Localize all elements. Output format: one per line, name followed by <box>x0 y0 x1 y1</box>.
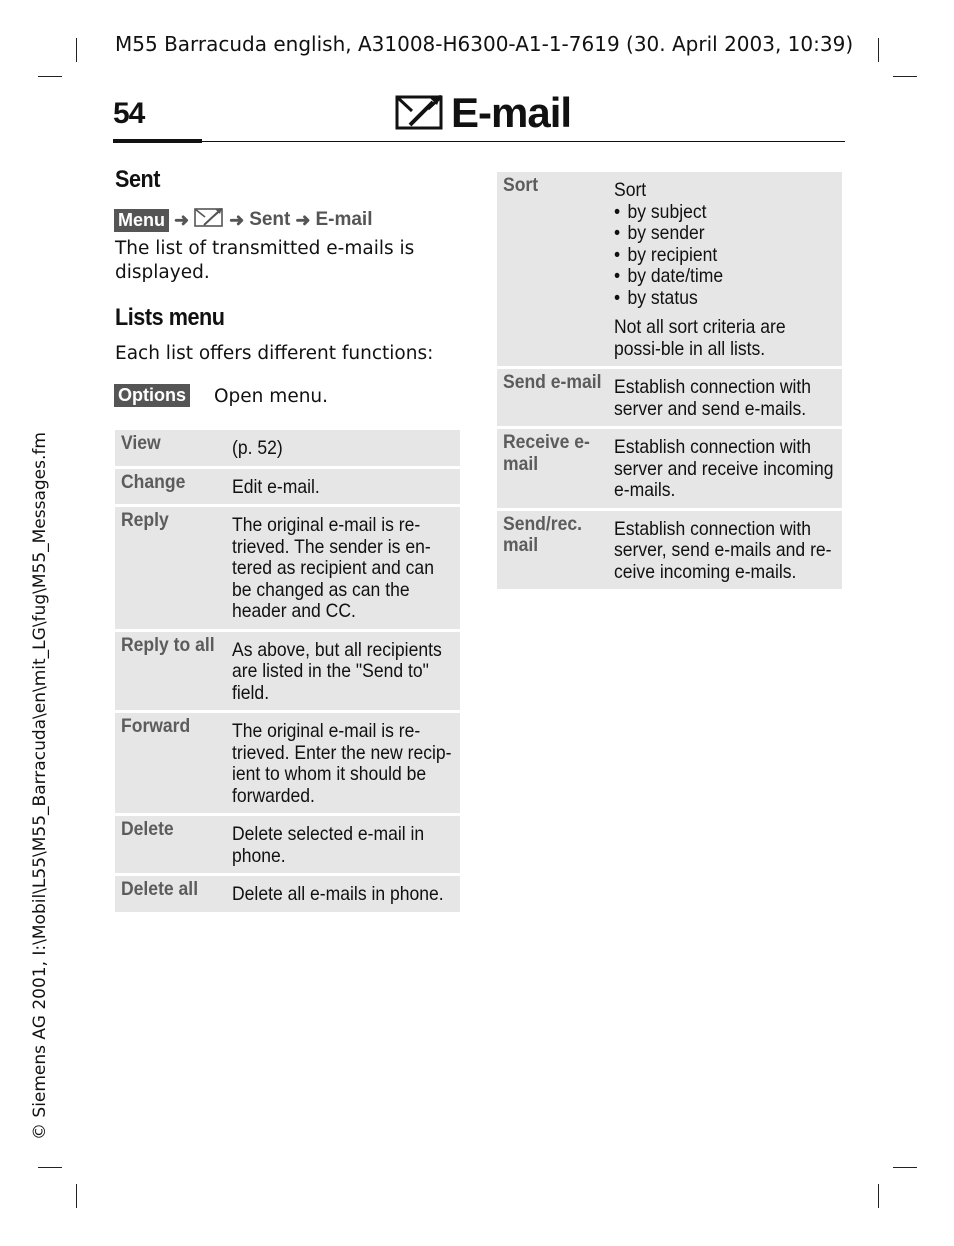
options-softkey-row <box>114 384 190 407</box>
list-item: • by recipient <box>614 245 836 267</box>
right-functions-table <box>497 172 842 592</box>
row-key: Forward <box>121 715 191 737</box>
table-row <box>115 430 460 469</box>
list-item: • by sender <box>614 223 836 245</box>
lists-menu-intro: Each list offers different functions: <box>115 343 434 364</box>
crop-mark <box>878 38 879 62</box>
sort-options-list <box>614 202 836 310</box>
crop-mark <box>76 38 77 62</box>
left-functions-table <box>115 430 460 915</box>
header-rule <box>113 141 845 142</box>
path-step-sent: Sent <box>249 209 291 230</box>
chapter-title: E-mail <box>451 89 572 136</box>
row-value: Establish connection with server and receive incoming e-mails. <box>614 436 834 501</box>
options-softkey: Options <box>114 384 190 407</box>
table-row <box>497 172 842 369</box>
row-value: As above, but all recipients are listed in the "Send to" field. <box>232 638 442 704</box>
menu-path <box>114 206 373 234</box>
table-row <box>497 369 842 429</box>
crop-mark <box>38 76 62 77</box>
running-header: M55 Barracuda english, A31008-H6300-A1-1-7619 (30. April 2003, 10:39) <box>115 32 854 56</box>
email-envelope-icon <box>395 91 443 136</box>
row-key: View <box>121 432 161 454</box>
row-key: Reply to all <box>121 633 215 656</box>
row-value: (p. 52) <box>232 437 283 459</box>
table-row <box>115 816 460 876</box>
table-row <box>115 876 460 915</box>
options-description: Open menu. <box>214 386 329 407</box>
table-row <box>115 632 460 714</box>
row-key: Change <box>121 470 186 493</box>
arrow-icon: ➜ <box>174 209 190 230</box>
row-key: Reply <box>121 509 169 531</box>
row-key: Send/rec. mail <box>503 512 583 556</box>
menu-softkey: Menu <box>114 209 169 232</box>
table-row <box>115 713 460 816</box>
lists-menu-heading: Lists menu <box>115 304 225 331</box>
row-value: The original e-mail is re-trieved. Enter the new recip-ient to whom it should be forwarded. <box>232 720 452 807</box>
table-row <box>497 429 842 511</box>
crop-mark <box>38 1167 62 1168</box>
sort-title: Sort <box>614 179 647 201</box>
sent-description: The list of transmitted e-mails is displayed. <box>115 238 415 283</box>
row-key: Send e-mail <box>503 371 602 393</box>
row-value: The original e-mail is re-trieved. The sender is en-tered as recipient and can be changed as can the header and CC. <box>232 514 434 622</box>
row-key: Delete <box>121 818 174 840</box>
crop-mark <box>76 1184 77 1208</box>
path-step-email: E-mail <box>315 209 373 230</box>
chapter-heading <box>395 90 571 136</box>
row-value: Establish connection with server and send e-mails. <box>614 376 812 420</box>
row-key: Receive e-mail <box>503 431 590 475</box>
row-value: Establish connection with server, send e-mails and re-ceive incoming e-mails. <box>614 517 832 583</box>
crop-mark <box>893 1167 917 1168</box>
sent-heading: Sent <box>115 166 161 193</box>
row-key: Sort <box>503 174 539 196</box>
arrow-icon: ➜ <box>229 209 245 230</box>
list-item: • by date/time <box>614 266 836 288</box>
row-value: Delete all e-mails in phone. <box>232 883 444 905</box>
sort-note: Not all sort criteria are possi-ble in all lists. <box>614 316 786 360</box>
table-row <box>115 507 460 632</box>
table-row <box>115 469 460 508</box>
list-item: • by status <box>614 288 836 310</box>
row-value: Delete selected e-mail in phone. <box>232 823 425 867</box>
page-number: 54 <box>113 97 145 130</box>
sidebar-file-path: © Siemens AG 2001, I:\Mobil\L55\M55_Barracuda\en\mit_LG\fug\M55_Messages.fm <box>30 432 50 1140</box>
table-row <box>497 511 842 593</box>
email-envelope-icon <box>194 206 224 234</box>
row-value: Edit e-mail. <box>232 475 320 498</box>
crop-mark <box>878 1184 879 1208</box>
arrow-icon: ➜ <box>295 209 311 230</box>
crop-mark <box>893 76 917 77</box>
list-item: • by subject <box>614 202 836 224</box>
row-key: Delete all <box>121 878 199 900</box>
